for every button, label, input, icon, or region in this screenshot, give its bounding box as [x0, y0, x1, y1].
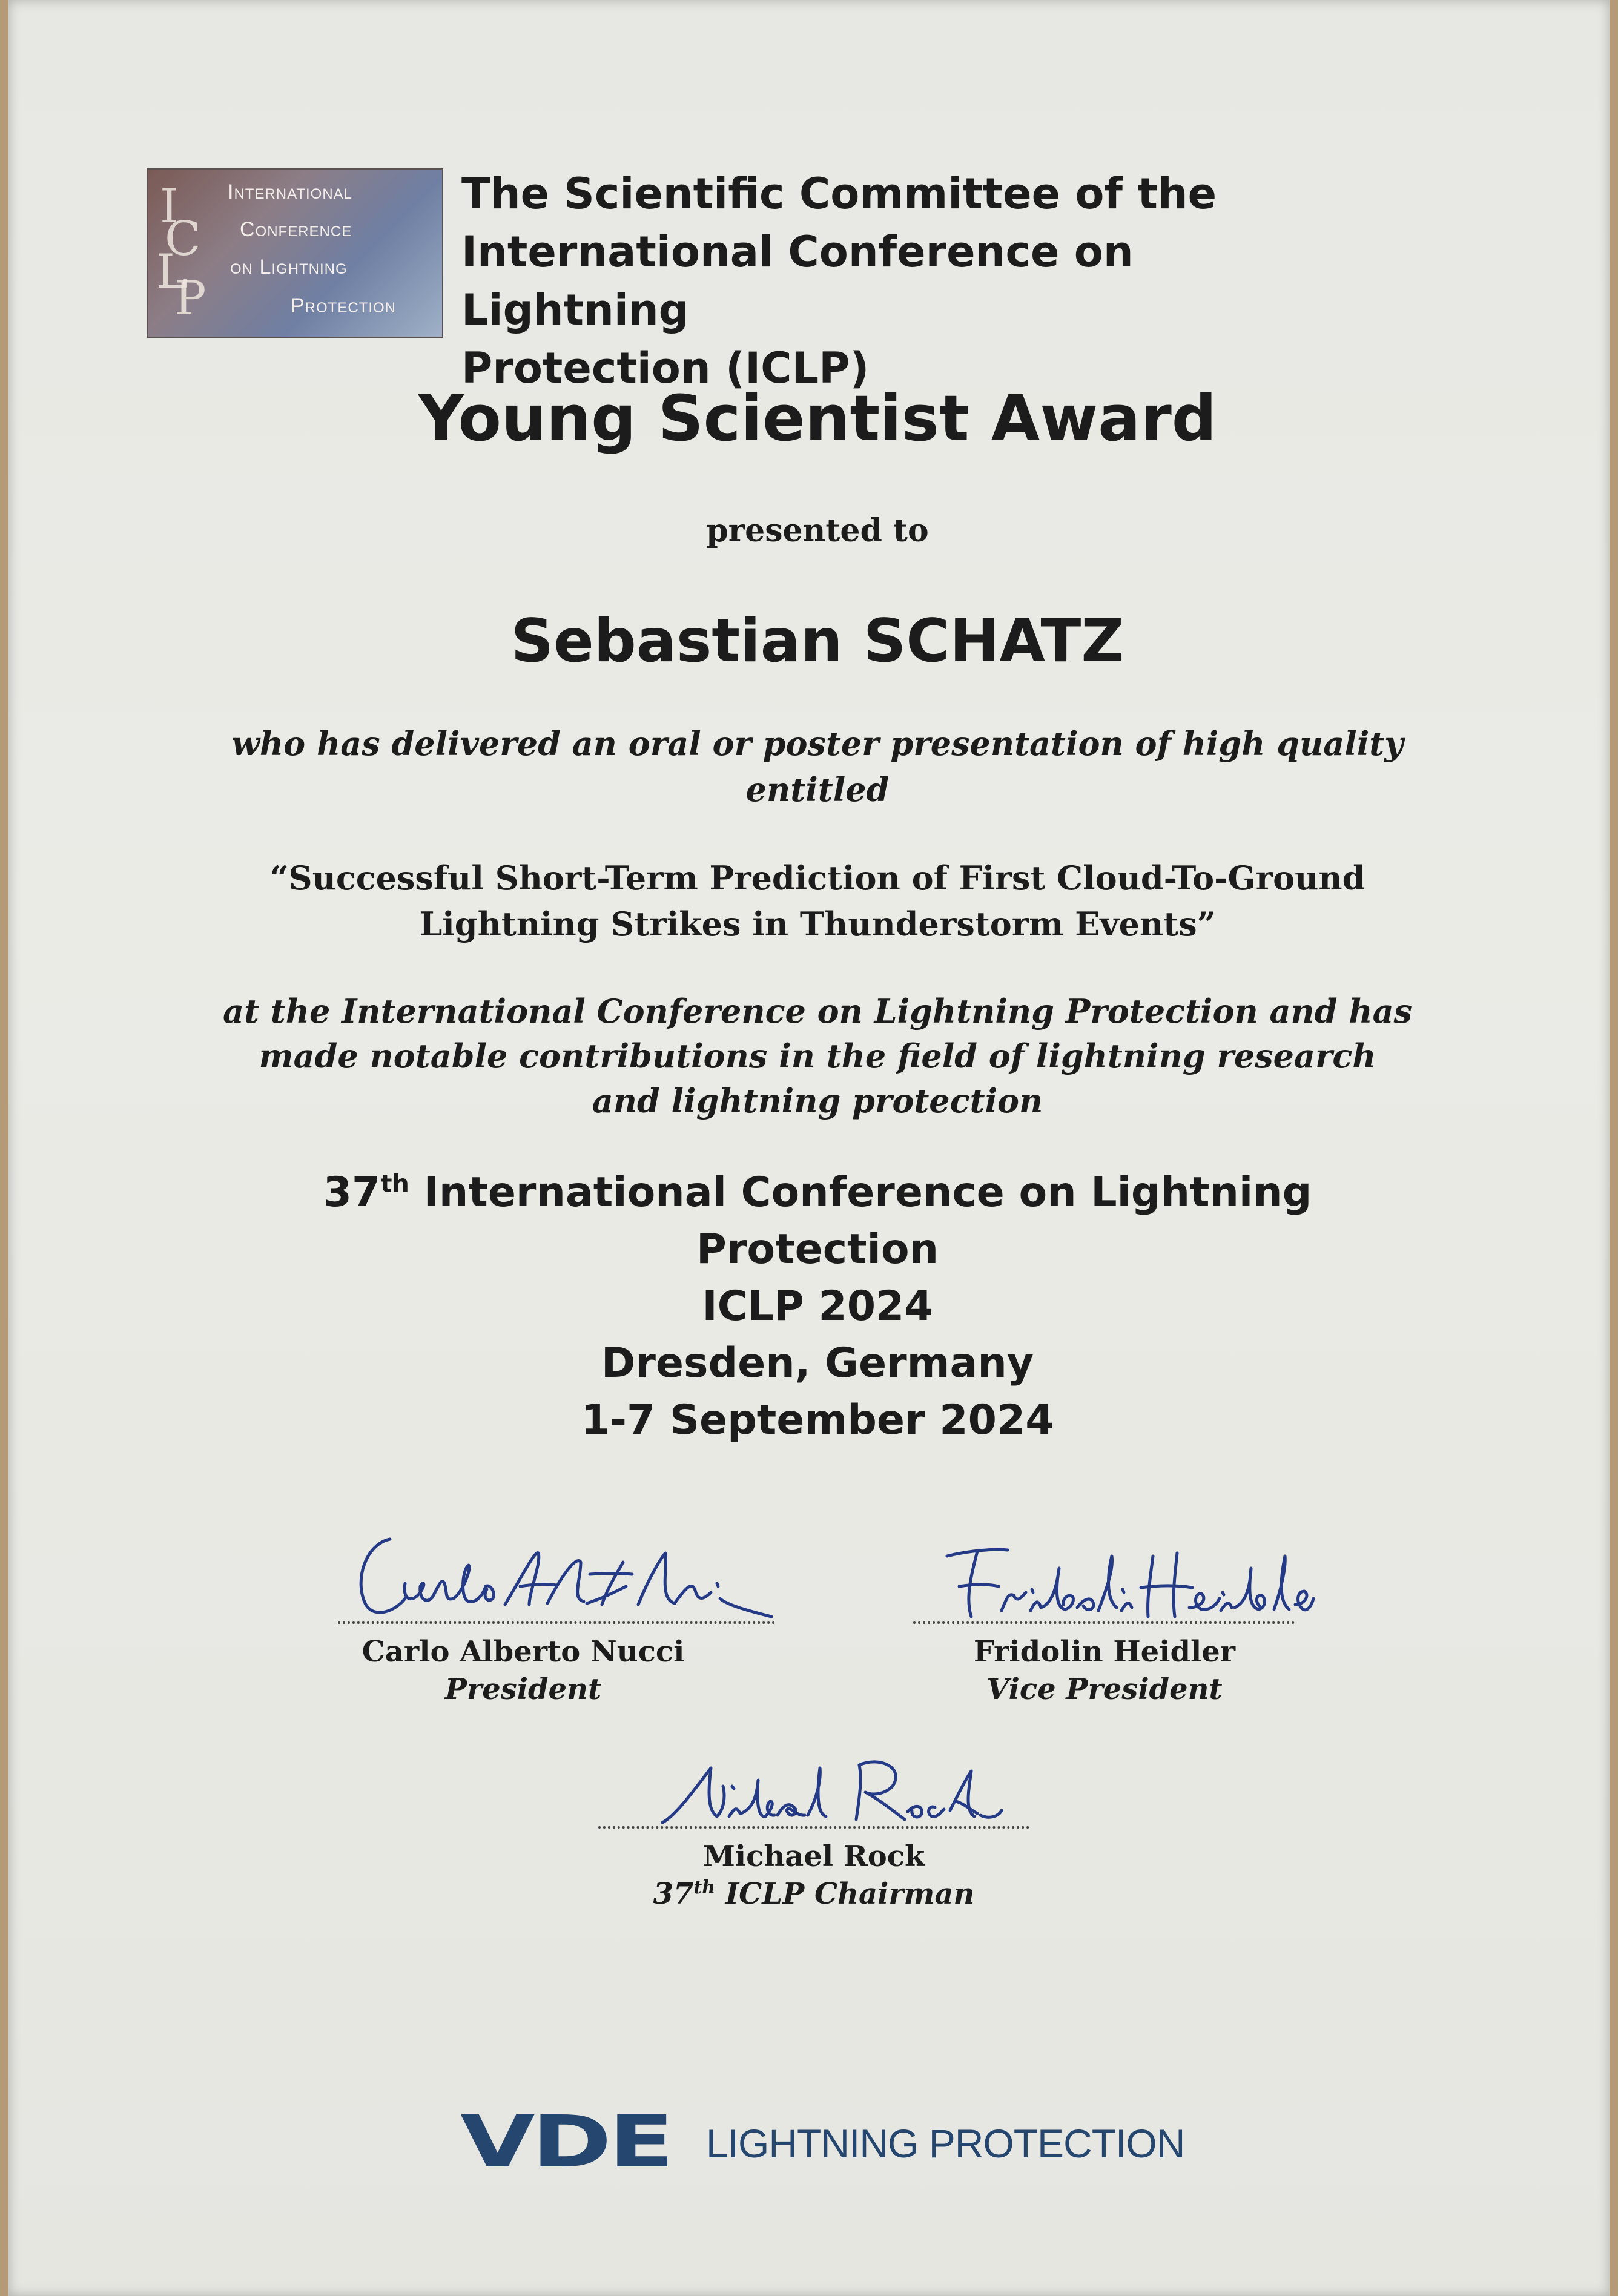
chairman-role-suffix: th [693, 1877, 716, 1898]
conference-location: Dresden, Germany [601, 1339, 1034, 1387]
committee-line-3: Protection (ICLP) [461, 343, 870, 393]
logo-line-conference: Conference [240, 218, 352, 241]
contribution-line-1: at the International Conference on Lightning Protection and has [223, 992, 1412, 1031]
committee-heading [461, 165, 1370, 397]
recipient-name: Sebastian SCHATZ [510, 607, 1124, 676]
signature-heidler [935, 1532, 1322, 1629]
signature-line-president [338, 1621, 775, 1624]
signature-rock [650, 1744, 1014, 1835]
logo-initial-p: P [174, 271, 206, 326]
logo-initial-l: L [156, 245, 188, 299]
logo-line-on-lightning: on Lightning [230, 256, 348, 279]
statement-line-1: who has delivered an oral or poster presentation of high quality [231, 724, 1404, 763]
signatory-name-vice-president: Fridolin Heidler [973, 1635, 1236, 1669]
vde-logo: VDE [460, 2100, 672, 2183]
conference-ordinal-number: 37 [323, 1169, 381, 1216]
chairman-role-text: ICLP Chairman [715, 1877, 975, 1911]
certificate-page [8, 0, 1610, 2296]
signatory-name-chairman: Michael Rock [702, 1839, 925, 1873]
signature-line-chairman [598, 1826, 1029, 1829]
iclp-logo [147, 168, 443, 338]
conference-line-2: Protection [696, 1226, 939, 1273]
signature-line-vice-president [913, 1621, 1295, 1624]
logo-line-international: International [228, 180, 353, 203]
conference-dates: 1-7 September 2024 [581, 1396, 1054, 1444]
statement-line-2: entitled [745, 770, 890, 809]
logo-line-protection: Protection [291, 294, 397, 317]
presented-to-label: presented to [706, 512, 929, 549]
contribution-line-3: and lightning protection [592, 1081, 1043, 1120]
chairman-role-number: 37 [653, 1877, 694, 1911]
committee-line-1: The Scientific Committee of the [461, 169, 1217, 219]
vde-division-label: LIGHTNING PROTECTION [706, 2121, 1185, 2166]
signatory-role-chairman [584, 1877, 1044, 1911]
paper-title-line-2: Lightning Strikes in Thunderstorm Events” [419, 905, 1216, 943]
logo-initial-i: I [160, 179, 179, 234]
signatory-role-president: President [444, 1672, 602, 1706]
conference-name: International Conference on Lightning [409, 1169, 1312, 1216]
paper-title-line-1: “Successful Short-Term Prediction of First Cloud-To-Ground [269, 859, 1365, 897]
signatory-name-president: Carlo Alberto Nucci [362, 1635, 685, 1669]
award-title: Young Scientist Award [418, 381, 1217, 455]
committee-line-2: International Conference on Lightning [461, 227, 1134, 335]
signature-nucci [348, 1526, 784, 1629]
signatory-role-vice-president: Vice President [986, 1672, 1223, 1706]
contribution-line-2: made notable contributions in the field of lightning research [259, 1037, 1376, 1075]
conference-ordinal-suffix: th [380, 1170, 409, 1198]
conference-acronym: ICLP 2024 [702, 1282, 933, 1330]
conference-line-1 [8, 1169, 1618, 1216]
logo-initial-c: C [165, 212, 201, 266]
